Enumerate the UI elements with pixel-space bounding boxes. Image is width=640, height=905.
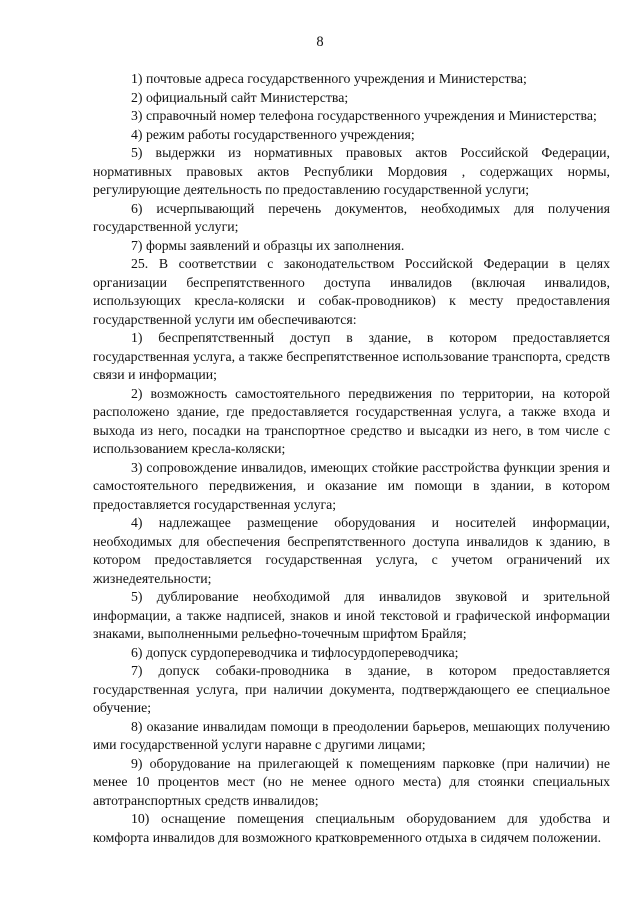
page-body [93,70,610,847]
paragraph-subitem-5: 5) дублирование необходимой для инвалидов звуковой и зрительной информации, а также надписей, знаков и иной текстовой и графической информации знаками, выполненными рельефно-точечным шрифтом Брайля; [93,589,610,641]
paragraph-subitem-4: 4) надлежащее размещение оборудования и носителей информации, необходимых для обеспечения беспрепятственного доступа инвалидов к зданию, в котором предоставляется государственная услуга, с учетом ограничений их жизнедеятельности; [93,515,610,586]
paragraph-subitem-9: 9) оборудование на прилегающей к помещениям парковке (при наличии) не менее 10 процентов мест (но не менее одного места) для стоянки специальных автотранспортных средств инвалидов; [93,755,610,808]
paragraph-subitem-6: 6) допуск сурдопереводчика и тифлосурдопереводчика; [131,644,459,660]
paragraph-subitem-10: 10) оснащение помещения специальным оборудованием для удобства и комфорта инвалидов для возможного кратковременного отдыха в сидячем положении. [93,811,610,845]
paragraph-item-4: 4) режим работы государственного учреждения; [131,126,415,142]
paragraph-section-25: 25. В соответствии с законодательством Российской Федерации в целях организации беспрепятственного доступа инвалидов (включая инвалидов, использующих кресла-коляски и собак-проводников) к месту предоставления государственной услуги им обеспечиваются: [93,256,610,327]
paragraph-subitem-8: 8) оказание инвалидам помощи в преодолении барьеров, мешающих получению ими государственной услуги наравне с другими лицами; [93,718,610,752]
paragraph-item-2: 2) официальный сайт Министерства; [131,89,349,105]
paragraph-item-6: 6) исчерпывающий перечень документов, необходимых для получения государственной услуги; [93,200,610,234]
paragraph-subitem-3: 3) сопровождение инвалидов, имеющих стойкие расстройства функции зрения и самостоятельного передвижения, и оказание им помощи в здании, в котором предоставляется государственная услуга; [93,459,610,512]
page-number: 8 [316,34,324,50]
paragraph-item-5: 5) выдержки из нормативных правовых актов Российской Федерации, нормативных правовых актов Республики Мордовия , содержащих нормы, регулирующие деятельность по предоставлению государственной услуги; [93,145,610,197]
paragraph-subitem-2: 2) возможность самостоятельного передвижения по территории, на которой расположено здание, где предоставляется государственная услуга, а также входа и выхода из него, посадки на транспортное средство и высадки из него, в том числе с использованием кресла-коляски; [93,385,610,456]
paragraph-subitem-7: 7) допуск собаки-проводника в здание, в котором предоставляется государственная услуга, при наличии документа, подтверждающего ее специальное обучение; [93,663,610,715]
paragraph-item-1: 1) почтовые адреса государственного учреждения и Министерства; [131,71,527,86]
paragraph-subitem-1: 1) беспрепятственный доступ в здание, в котором предоставляется государственная услуга, а также беспрепятственное использование транспорта, средств связи и информации; [93,330,610,382]
paragraph-item-3: 3) справочный номер телефона государственного учреждения и Министерства; [131,108,597,123]
paragraph-item-7: 7) формы заявлений и образцы их заполнения. [131,237,405,253]
